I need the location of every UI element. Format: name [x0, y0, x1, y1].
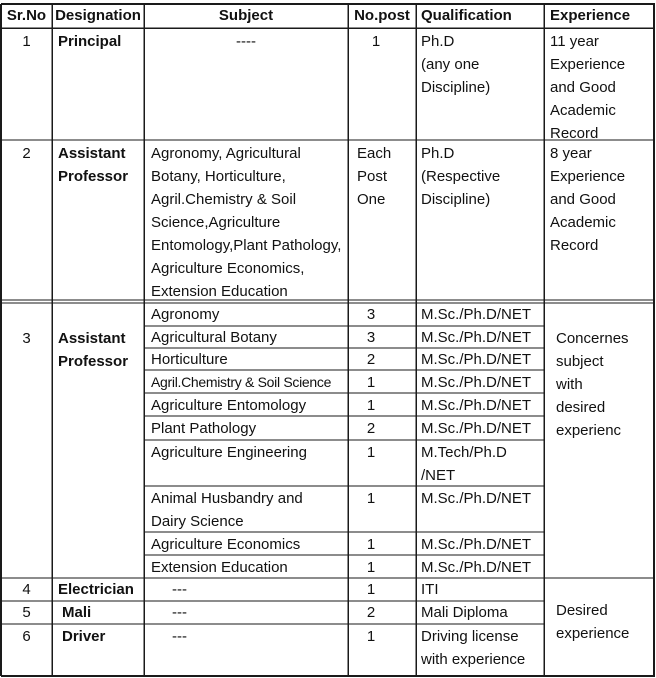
row3-item-subject: Plant Pathology: [151, 420, 257, 437]
row2-experience: 8 year Experience and Good Academic Record: [550, 145, 626, 254]
row3-item-posts: 1: [366, 444, 376, 461]
row4-designation: Electrician: [58, 581, 134, 598]
row1-subject: ----: [236, 33, 256, 50]
row2-subject: Agronomy, Agricultural Botany, Horticulture, Agril.Chemistry & Soil Science,Agriculture Entomology,Plant Pathology, Agriculture Economics, Extension Education: [151, 145, 342, 300]
row3-item-posts: 1: [366, 559, 376, 576]
row6-posts: 1: [366, 628, 376, 645]
row3-designation: Assistant Professor: [58, 330, 129, 370]
row1-experience: 11 year Experience and Good Academic Record: [550, 33, 626, 142]
row6-qualification: Driving license with experience: [421, 628, 526, 668]
row3-item-posts: 3: [366, 329, 376, 346]
row3-item-posts: 1: [366, 536, 376, 553]
row5-posts: 2: [366, 604, 376, 621]
header-designation: Designation: [55, 7, 141, 24]
row3-item-subject: Horticulture: [151, 351, 228, 368]
row3-item-qualification: M.Sc./Ph.D/NET: [421, 536, 532, 553]
row1-posts: 1: [371, 33, 381, 50]
header-subject: Subject: [218, 7, 274, 24]
row3-item-qualification: M.Tech/Ph.D /NET: [421, 444, 507, 484]
row3-item-subject: Agriculture Entomology: [151, 397, 307, 414]
row3-sr: 3: [22, 330, 31, 347]
row3-item-subject: Extension Education: [151, 559, 288, 576]
row3-item-qualification: M.Sc./Ph.D/NET: [421, 397, 532, 414]
row3-item-posts: 3: [366, 306, 376, 323]
row3-item-subject: Agril.Chemistry & Soil Science: [151, 374, 332, 390]
row2-designation: Assistant Professor: [58, 145, 129, 185]
row6-subject: ---: [172, 628, 187, 645]
row6-sr: 6: [22, 628, 31, 645]
row3-item-posts: 1: [366, 374, 376, 391]
row3-item-qualification: M.Sc./Ph.D/NET: [421, 351, 532, 368]
row3-item-qualification: M.Sc./Ph.D/NET: [421, 374, 532, 391]
row1-designation: Principal: [58, 33, 122, 50]
row4-subject: ---: [172, 581, 187, 598]
row3-item-posts: 2: [366, 351, 376, 368]
row4-sr: 4: [22, 581, 31, 598]
row5-designation: Mali: [62, 604, 92, 621]
row2-posts: Each Post One: [357, 145, 392, 208]
row5-subject: ---: [172, 604, 187, 621]
row3-experience: Concernes subject with desired experienc: [556, 330, 629, 439]
row4-posts: 1: [366, 581, 376, 598]
row5-sr: 5: [22, 604, 31, 621]
row2-sr: 2: [22, 145, 31, 162]
header-no-post: No.post: [354, 7, 410, 24]
row3-item-subject: Agronomy: [151, 306, 220, 323]
row6-designation: Driver: [62, 628, 106, 645]
row5-6-experience: Desired experience: [556, 602, 630, 642]
row3-item-posts: 1: [366, 490, 376, 507]
row3-item-qualification: M.Sc./Ph.D/NET: [421, 559, 532, 576]
row3-item-qualification: M.Sc./Ph.D/NET: [421, 329, 532, 346]
row1-qualification: Ph.D (any one Discipline): [421, 33, 491, 96]
row4-qualification: ITI: [421, 581, 439, 598]
row3-item-subject: Agriculture Engineering: [151, 444, 307, 461]
row3-item-posts: 2: [366, 420, 376, 437]
row3-item-subject: Agricultural Botany: [151, 329, 277, 346]
row3-item-qualification: M.Sc./Ph.D/NET: [421, 420, 532, 437]
header-experience: Experience: [550, 7, 631, 24]
header-qualification: Qualification: [421, 7, 512, 24]
row3-item-posts: 1: [366, 397, 376, 414]
row5-qualification: Mali Diploma: [421, 604, 508, 621]
row3-item-qualification: M.Sc./Ph.D/NET: [421, 490, 532, 507]
row3-item-qualification: M.Sc./Ph.D/NET: [421, 306, 532, 323]
row1-sr: 1: [22, 33, 31, 50]
row2-qualification: Ph.D (Respective Discipline): [421, 145, 501, 208]
header-sr-no: Sr.No: [6, 7, 47, 24]
row3-item-subject: Animal Husbandry and Dairy Science: [151, 490, 303, 530]
row3-item-subject: Agriculture Economics: [151, 536, 301, 553]
